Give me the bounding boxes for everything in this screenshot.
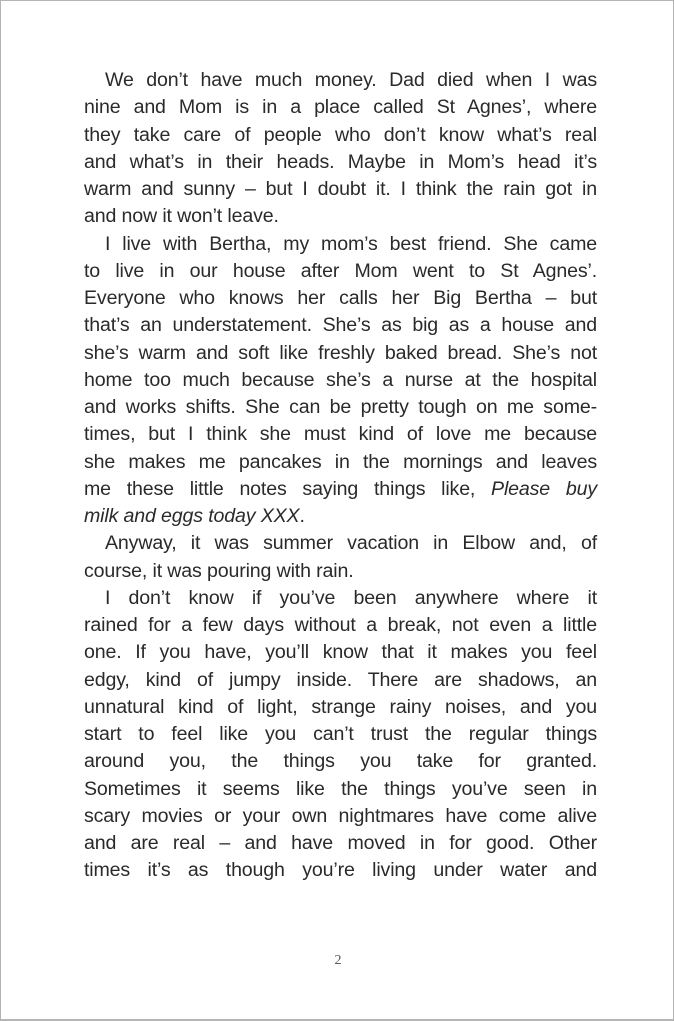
text-line: she makes me pancakes in the mornings and leaves: [84, 450, 597, 473]
text-line: Anyway, it was summer vacation in Elbow and, of: [105, 532, 597, 555]
page-number: 2: [334, 953, 342, 968]
body-text: [84, 67, 597, 885]
text-line: start to feel like you can’t trust the regular things: [84, 723, 597, 745]
text-line: times, but I think she must kind of love me because: [84, 423, 597, 446]
text-line: Sometimes it seems like the things you’ve seen in: [84, 777, 597, 800]
text-line: course, it was pouring with rain.: [84, 559, 354, 582]
text-line: nine and Mom is in a place called St Agnes’, where: [84, 96, 597, 119]
text-line: warm and sunny – but I doubt it. I think the rain got in: [84, 178, 597, 200]
text-line: Everyone who knows her calls her Big Bertha – but: [84, 287, 597, 309]
text-line: times it’s as though you’re living under water and: [84, 859, 597, 882]
italic-note-text: Please buy: [491, 477, 597, 500]
text-line: edgy, kind of jumpy inside. There are shadows, an: [84, 668, 597, 691]
text-line: [84, 503, 597, 530]
text-fragment: .: [299, 505, 305, 527]
text-line: around you, the things you take for granted.: [84, 750, 597, 773]
text-line: home too much because she’s a nurse at the hospital: [84, 368, 597, 391]
text-line: We don’t have much money. Dad died when I was: [105, 69, 597, 91]
text-fragment: me these little notes saying things like,: [84, 477, 476, 500]
text-line: unnatural kind of light, strange rainy noises, and you: [84, 695, 597, 718]
text-line: to live in our house after Mom went to St Agnes’.: [84, 259, 597, 282]
text-line: and what’s in their heads. Maybe in Mom’s head it’s: [84, 150, 597, 173]
text-line: I don’t know if you’ve been anywhere where it: [105, 586, 597, 609]
text-line: scary movies or your own nightmares have come alive: [84, 804, 597, 827]
text-line: they take care of people who don’t know what’s real: [84, 123, 597, 146]
text-line: that’s an understatement. She’s as big as a house and: [84, 314, 597, 337]
text-line: and now it won’t leave.: [84, 205, 279, 228]
text-line: and are real – and have moved in for good. Other: [84, 832, 597, 854]
text-line: and works shifts. She can be pretty tough on me some-: [84, 396, 597, 418]
text-line: I live with Bertha, my mom’s best friend. She came: [105, 232, 597, 255]
text-line: rained for a few days without a break, not even a little: [84, 614, 597, 636]
italic-note-text: milk and eggs today XXX: [84, 505, 300, 527]
text-line: she’s warm and soft like freshly baked bread. She’s not: [84, 341, 597, 364]
text-line: [84, 476, 597, 503]
text-line: one. If you have, you’ll know that it makes you feel: [84, 641, 597, 664]
